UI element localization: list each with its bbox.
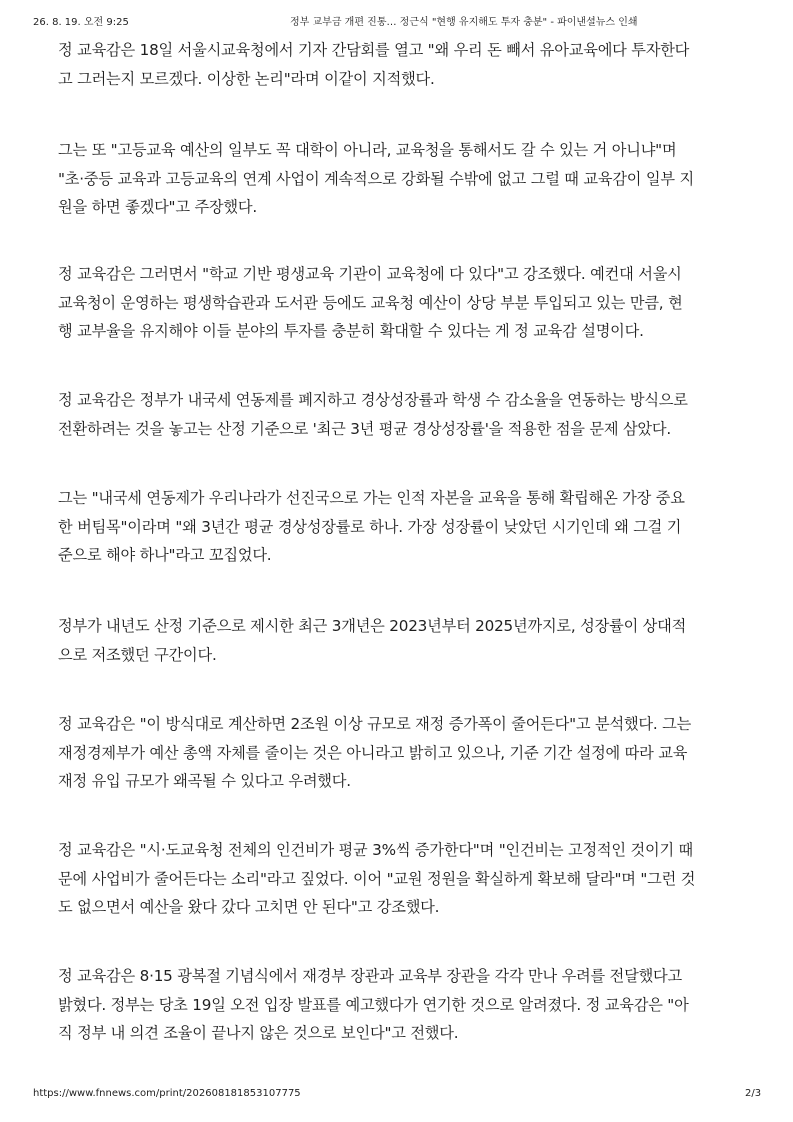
print-header [0,8,793,28]
article-paragraph: 정 교육감은 정부가 내국세 연동제를 폐지하고 경상성장률과 학생 수 감소율을 연동하는 방식으로 전환하려는 것을 놓고는 산정 기준으로 '최근 3년 평균 경상성장률'을 적용한 점을 문제 삼았다. [58,391,688,438]
article-paragraph: 정 교육감은 8·15 광복절 기념식에서 재경부 장관과 교육부 장관을 각각 만나 우려를 전달했다고 밝혔다. 정부는 당초 19일 오전 입장 발표를 예고했다가 연기한 것으로 알려졌다. 정 교육감은 "아 직 정부 내 의견 조율이 끝나지 않은 것으로 보인다"고 전했다. [58,967,689,1042]
print-url: https://www.fnnews.com/print/2026081818531077​75 [33,1088,301,1099]
article-paragraph: 정부가 내년도 산정 기준으로 제시한 최근 3개년은 2023년부터 2025년까지로, 성장률이 상대적 으로 저조했던 구간이다. [58,617,687,664]
article-paragraph: 그는 또 "고등교육 예산의 일부도 꼭 대학이 아니라, 교육청을 통해서도 갈 수 있는 거 아니냐"며 "초·중등 교육과 고등교육의 연계 사업이 계속적으로 강화될 수밖에 없고 그럴 때 교육감이 일부 지 원을 하면 좋겠다"고 주장했다. [58,141,694,216]
article-paragraph: 정 교육감은 "시·도교육청 전체의 인건비가 평균 3%씩 증가한다"며 "인건비는 고정적인 것이기 때 문에 사업비가 줄어든다는 소리"라고 짚었다. 이어 "교원 정원을 확실하게 확보해 달라"며 "그런 것 도 없으면서 예산을 왔다 갔다 고치면 안 된다"고 강조했다. [58,841,696,916]
article-paragraph: 정 교육감은 18일 서울시교육청에서 기자 간담회를 열고 "왜 우리 돈 빼서 유아교육에다 투자한다 고 그러는지 모르겠다. 이상한 논리"라며 이같이 지적했다. [58,41,690,88]
page-number: 2/3 [745,1088,762,1099]
article-paragraph: 그는 "내국세 연동제가 우리나라가 선진국으로 가는 인적 자본을 교육을 통해 확립해온 가장 중요 한 버팀목"이라며 "왜 3년간 평균 경상성장률로 하나. 가장 성장률이 낮았던 시기인데 왜 그걸 기 준으로 해야 하나"라고 꼬집었다. [58,489,685,564]
print-datetime: 26. 8. 19. 오전 9:25 [33,17,129,28]
article-paragraph: 정 교육감은 "이 방식대로 계산하면 2조원 이상 규모로 재정 증가폭이 줄어든다"고 분석했다. 그는 재정경제부가 예산 총액 자체를 줄이는 것은 아니라고 밝히고 있으나, 기준 기간 설정에 따라 교육 재정 유입 규모가 왜곡될 수 있다고 우려했다. [58,715,692,790]
article-paragraph: 정 교육감은 그러면서 "학교 기반 평생교육 기관이 교육청에 다 있다"고 강조했다. 예컨대 서울시 교육청이 운영하는 평생학습관과 도서관 등에도 교육청 예산이 상당 부분 투입되고 있는 만큼, 현 행 교부율을 유지해야 이들 분야의 투자를 충분히 확대할 수 있다는 게 정 교육감 설명이다. [58,265,683,340]
print-page-title: 정부 교부금 개편 진통… 정근식 "현행 유지해도 투자 충분" - 파이낸셜뉴스 인쇄 [290,17,638,28]
